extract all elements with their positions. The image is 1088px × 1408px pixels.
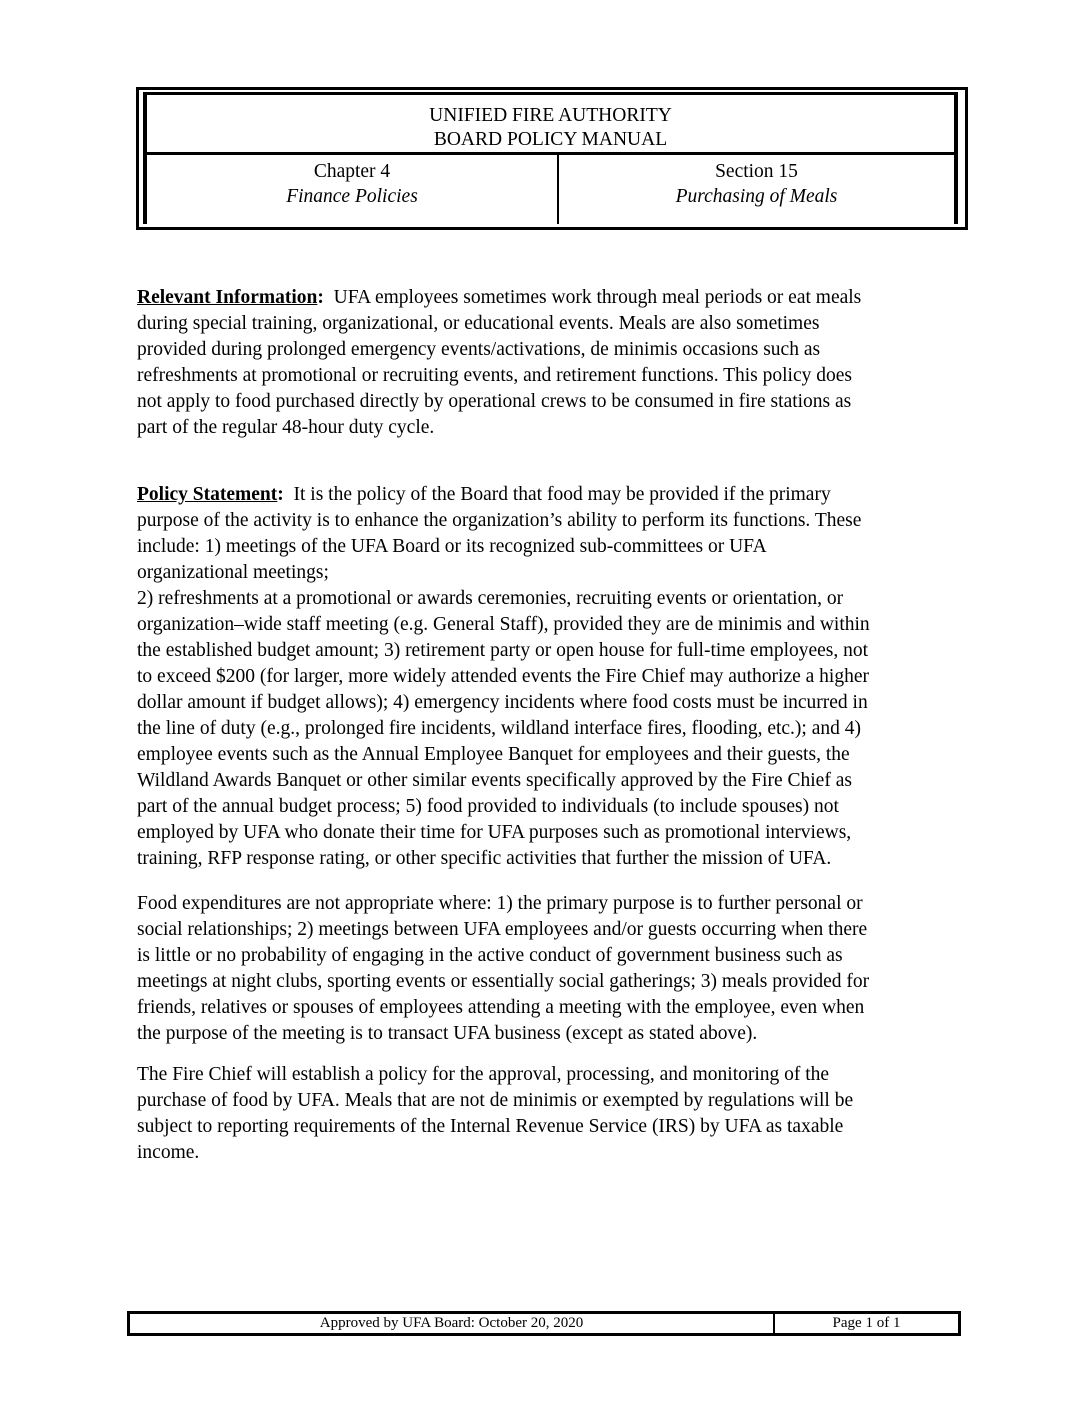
paragraph-line: is little or no probability of engaging in the active conduct of government business such as [137,945,843,966]
section-label: Section 15 [715,161,798,182]
policy-statement-label: Policy Statement [137,484,278,505]
paragraph-line: part of the annual budget process; 5) food provided to individuals (to include spouses) not [137,796,839,817]
paragraph-line: to exceed $200 (for larger, more widely attended events the Fire Chief may authorize a higher [137,666,870,687]
fire-chief-policy-paragraph [137,1062,947,1166]
policy-header-frame [136,87,968,230]
paragraph-line: Relevant Information: UFA employees sometimes work through meal periods or eat meals [137,287,862,308]
chapter-label: Chapter 4 [313,161,391,182]
section-title: Purchasing of Meals [675,186,838,207]
paragraph-line: during special training, organizational, or educational events. Meals are also sometimes [137,313,820,334]
paragraph-line: include: 1) meetings of the UFA Board or its recognized sub-committees or UFA [137,536,767,557]
chapter-title: Finance Policies [286,186,418,207]
organization-name: UNIFIED FIRE AUTHORITY [429,105,672,126]
paragraph-line: The Fire Chief will establish a policy for the approval, processing, and monitoring of the [137,1064,830,1085]
section-cell [559,155,954,224]
paragraph-line: Policy Statement: It is the policy of the Board that food may be provided if the primary [137,484,831,505]
policy-statement-paragraph [137,482,947,872]
paragraph-line: training, RFP response rating, or other specific activities that further the mission of UFA. [137,848,832,869]
paragraph-line: social relationships; 2) meetings between UFA employees and/or guests occurring when there [137,919,868,940]
paragraph-line: 2) refreshments at a promotional or awards ceremonies, recruiting events or orientation, or [137,588,844,609]
approval-date: Approved by UFA Board: October 20, 2020 [130,1314,775,1333]
paragraph-line: meetings at night clubs, sporting events or essentially social gatherings; 3) meals provided for [137,971,870,992]
manual-title: BOARD POLICY MANUAL [433,129,668,150]
chapter-cell [147,155,559,224]
paragraph-line: the established budget amount; 3) retirement party or open house for full-time employees, not [137,640,869,661]
paragraph-line: the line of duty (e.g., prolonged fire incidents, wildland interface fires, flooding, etc.); and 4) [137,718,861,739]
paragraph-line: subject to reporting requirements of the Internal Revenue Service (IRS) by UFA as taxable [137,1116,844,1137]
not-appropriate-paragraph [137,891,947,1047]
paragraph-line: employed by UFA who donate their time for UFA purposes such as promotional interviews, [137,822,852,843]
paragraph-line: organization–wide staff meeting (e.g. General Staff), provided they are de minimis and within [137,614,870,635]
header-chapter-section-row [143,152,958,224]
paragraph-line: Food expenditures are not appropriate where: 1) the primary purpose is to further personal or [137,893,863,914]
paragraph-line: organizational meetings; [137,562,329,583]
paragraph-line: provided during prolonged emergency events/activations, de minimis occasions such as [137,339,821,360]
paragraph-line: part of the regular 48-hour duty cycle. [137,417,435,438]
header-title-block [143,92,958,155]
paragraph-line: refreshments at promotional or recruiting events, and retirement functions. This policy does [137,365,852,386]
relevant-information-label: Relevant Information [137,287,318,308]
paragraph-line: employee events such as the Annual Employee Banquet for employees and their guests, the [137,744,850,765]
paragraph-line: friends, relatives or spouses of employees attending a meeting with the employee, even when [137,997,865,1018]
paragraph-line: Wildland Awards Banquet or other similar events specifically approved by the Fire Chief as [137,770,852,791]
approval-footer [127,1311,961,1336]
relevant-information-paragraph [137,285,947,441]
paragraph-line: income. [137,1142,200,1163]
paragraph-line: not apply to food purchased directly by operational crews to be consumed in fire stations as [137,391,852,412]
paragraph-line: purpose of the activity is to enhance the organization’s ability to perform its functions. These [137,510,862,531]
paragraph-line: the purpose of the meeting is to transact UFA business (except as stated above). [137,1023,758,1044]
paragraph-line: dollar amount if budget allows); 4) emergency incidents where food costs must be incurred in [137,692,868,713]
paragraph-line: purchase of food by UFA. Meals that are not de minimis or exempted by regulations will be [137,1090,854,1111]
page-number: Page 1 of 1 [832,1315,901,1331]
